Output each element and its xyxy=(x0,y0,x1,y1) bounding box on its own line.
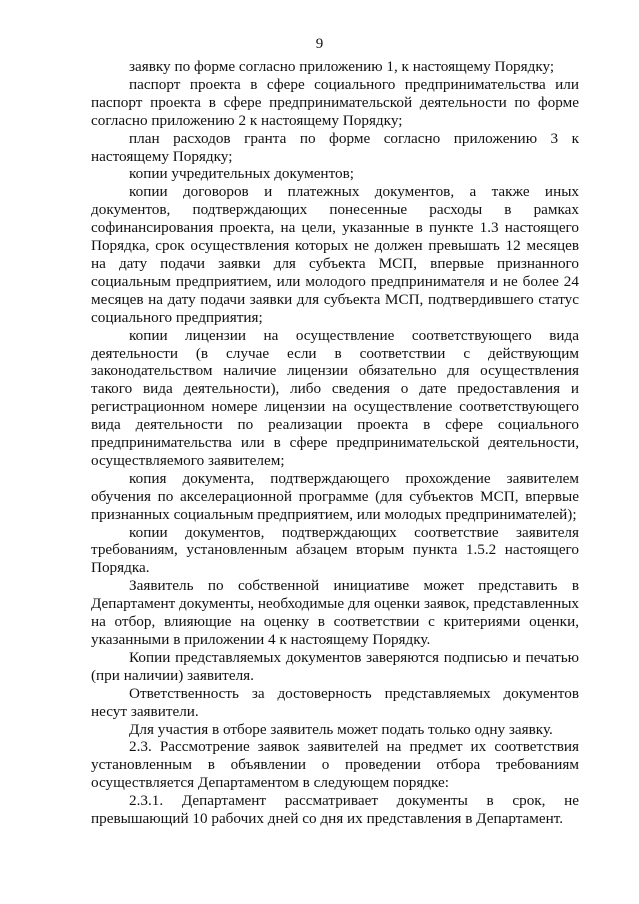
list-item-grant-expense-plan: план расходов гранта по форме согласно приложению 3 к настоящему Порядку; xyxy=(91,129,579,165)
list-item-contracts-payments: копии договоров и платежных документов, а также иных документов, подтверждающих понесенные расходы в рамках софинансирования проекта, на цели, указанные в пункте 1.3 настоящего Порядка, срок осуществления которых не должен превышать 12 месяцев на дату подачи заявки для субъекта МСП, впервые признанного социальным предприятием, или молодого предпринимателя и не более 24 месяцев на дату подачи заявки для субъекта МСП, подтвердившего статус социального предприятия; xyxy=(91,183,579,326)
list-item-founding-documents: копии учредительных документов; xyxy=(129,165,354,183)
page-number: 9 xyxy=(315,36,324,52)
section-2-3-1: 2.3.1. Департамент рассматривает документы в срок, не превышающий 10 рабочих дней со дня их представления в Департамент. xyxy=(91,792,579,828)
list-item-licenses: копии лицензии на осуществление соответствующего вида деятельности (в случае если в соответствии с действующим законодательством наличие лицензии обязательно для осуществления такого вида деятельности), либо сведения о дате предоставления и регистрационном номере лицензии на осуществление соответствующего вида деятельности по реализации проекта в сфере социального предпринимательства или в сфере предпринимательской деятельности, осуществляемого заявителем; xyxy=(91,326,579,469)
paragraph-own-initiative: Заявитель по собственной инициативе может представить в Департамент документы, необходимые для оценки заявок, представленных на отбор, влияющие на оценку в соответствии с критериями оценки, указанными в приложении 4 к настоящему Порядку. xyxy=(91,577,579,648)
paragraph-copies-certified: Копии представляемых документов заверяются подписью и печатью (при наличии) заявителя. xyxy=(91,648,579,684)
paragraph-responsibility: Ответственность за достоверность представляемых документов несут заявители. xyxy=(91,684,579,720)
section-2-3: 2.3. Рассмотрение заявок заявителей на предмет их соответствия установленным в объявлении о проведении отбора требованиям осуществляется Департаментом в следующем порядке: xyxy=(91,738,579,792)
list-item-application-form: заявку по форме согласно приложению 1, к настоящему Порядку; xyxy=(129,58,555,75)
paragraph-one-application: Для участия в отборе заявитель может подать только одну заявку. xyxy=(129,720,553,738)
list-item-acceleration-training: копия документа, подтверждающего прохождение заявителем обучения по акселерационной программе (для субъектов МСП, впервые признанных социальным предприятием, или молодых предпринимателей); xyxy=(91,469,579,523)
list-item-requirements-compliance: копии документов, подтверждающих соответствие заявителя требованиям, установленным абзацем вторым пункта 1.5.2 настоящего Порядка. xyxy=(91,523,579,577)
list-item-project-passport: паспорт проекта в сфере социального предпринимательства или паспорт проекта в сфере предпринимательской деятельности по форме согласно приложению 2 к настоящему Порядку; xyxy=(91,75,579,129)
document-body xyxy=(91,58,579,828)
